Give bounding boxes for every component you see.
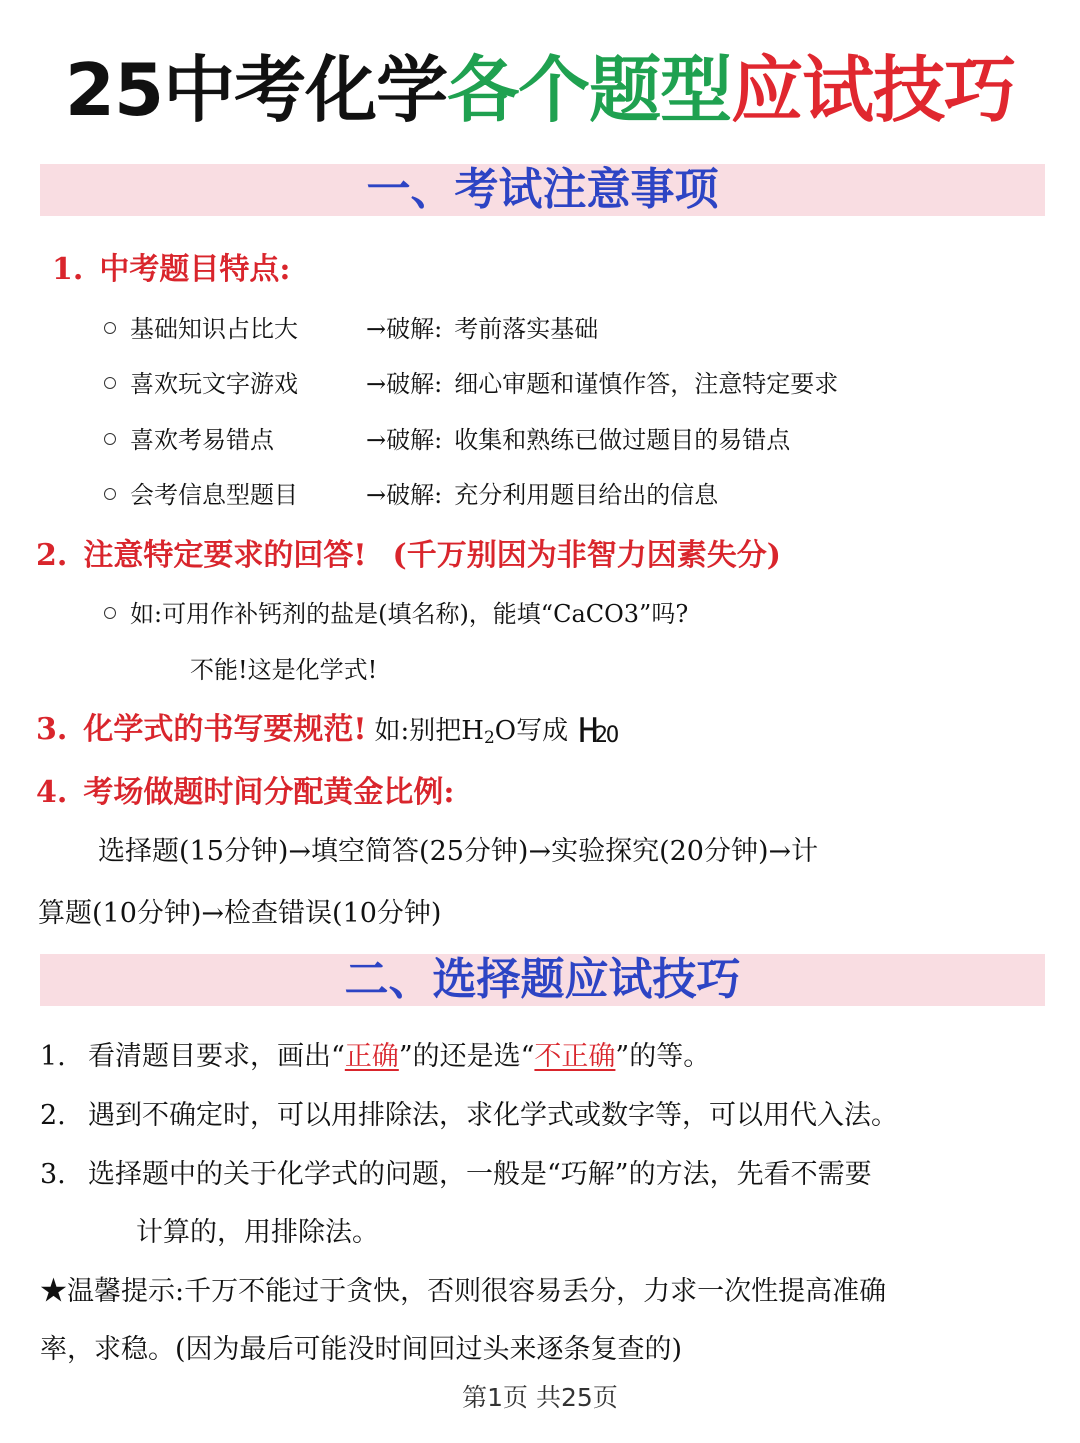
heading-1-text: 中考题目特点:: [99, 252, 291, 287]
heading-3: [36, 710, 617, 758]
choice-tip-3: [40, 1158, 872, 1192]
circle-bullet-icon: [104, 607, 116, 619]
heading-1-number: 1.: [52, 252, 84, 287]
formula-subscript: 2: [483, 728, 495, 748]
incorrect-underlined: 不正确: [534, 1041, 616, 1072]
feature-solution: 考前落实基础: [454, 315, 599, 343]
page-title: [0, 42, 1080, 138]
heading-4-text: 考场做题时间分配黄金比例:: [83, 775, 455, 810]
heading-1: [52, 250, 290, 290]
handwritten-formula: [578, 711, 617, 751]
heading-4: [36, 773, 454, 813]
choice-tip-1-post: ”的等。: [615, 1041, 711, 1072]
example-line: [104, 597, 688, 631]
feature-row: [104, 423, 790, 457]
feature-solution: 收集和熟练已做过题目的易错点: [454, 426, 791, 454]
correct-underlined: 正确: [344, 1041, 399, 1072]
circle-bullet-icon: [104, 322, 116, 334]
heading-2: [36, 536, 781, 576]
formula-prefix: 如:别把H: [374, 716, 484, 746]
feature-arrow: →破解:: [366, 426, 443, 454]
warm-tip-line-2: 率，求稳。(因为最后可能没时间回过头来逐条复查的): [40, 1334, 683, 1365]
title-part-1: 25中考化学: [64, 48, 448, 132]
example-question: 如:可用作补钙剂的盐是(填名称)，能填“CaCO3”吗?: [130, 600, 689, 628]
heading-2-number: 2.: [36, 538, 68, 573]
choice-tip-3-number: 3.: [40, 1159, 66, 1190]
circle-bullet-icon: [104, 488, 116, 500]
feature-label: 喜欢玩文字游戏: [130, 370, 298, 398]
example-answer: 不能!这是化学式!: [190, 656, 378, 684]
feature-arrow: →破解:: [366, 481, 443, 509]
choice-tip-1-pre: 看清题目要求，画出“: [88, 1041, 345, 1072]
choice-tip-2-text: 遇到不确定时，可以用排除法，求化学式或数字等，可以用代入法。: [88, 1100, 898, 1131]
choice-tip-1-number: 1.: [40, 1041, 66, 1072]
heading-3-text: 化学式的书写要规范!: [83, 712, 367, 747]
page-number: 第1页 共25页: [462, 1383, 618, 1412]
circle-bullet-icon: [104, 377, 116, 389]
choice-tip-1: [40, 1040, 710, 1074]
feature-arrow: →破解:: [366, 315, 443, 343]
heading-3-example: [374, 711, 618, 751]
choice-tip-3-continued: 计算的，用排除法。: [136, 1217, 379, 1248]
feature-arrow: →破解:: [366, 370, 443, 398]
feature-label: 会考信息型题目: [130, 481, 298, 509]
handwritten-2o: 2O: [594, 723, 618, 748]
feature-row: [104, 478, 718, 512]
choice-tip-3-text: 选择题中的关于化学式的问题，一般是“巧解”的方法，先看不需要: [88, 1159, 872, 1190]
feature-row: [104, 367, 838, 401]
heading-4-number: 4.: [36, 775, 68, 810]
choice-tip-2: [40, 1099, 898, 1133]
title-part-2: 各个题型: [447, 48, 732, 132]
warm-tip-line-1: ★温馨提示:千万不能过于贪快，否则很容易丢分，力求一次性提高准确: [40, 1276, 887, 1307]
title-part-3: 应试技巧: [731, 48, 1016, 132]
time-allocation-line-1: 选择题(15分钟)→填空简答(25分钟)→实验探究(20分钟)→计: [98, 836, 819, 867]
section-1-banner: 一、考试注意事项: [40, 164, 1045, 216]
feature-row: [104, 312, 598, 346]
time-allocation-line-2: 算题(10分钟)→检查错误(10分钟): [38, 898, 442, 929]
feature-label: 喜欢考易错点: [130, 426, 274, 454]
circle-bullet-icon: [104, 433, 116, 445]
feature-solution: 充分利用题目给出的信息: [454, 481, 719, 509]
heading-2-note: (千万别因为非智力因素失分): [392, 538, 781, 573]
feature-solution: 细心审题和谨慎作答，注意特定要求: [454, 370, 839, 398]
formula-suffix: O写成: [494, 716, 569, 746]
section-2-banner: 二、选择题应试技巧: [40, 954, 1045, 1006]
heading-3-number: 3.: [36, 712, 68, 747]
heading-2-text: 注意特定要求的回答!: [83, 538, 367, 573]
feature-label: 基础知识占比大: [130, 315, 298, 343]
choice-tip-2-number: 2.: [40, 1100, 66, 1131]
choice-tip-1-mid: ”的还是选“: [398, 1041, 535, 1072]
handwritten-h: H: [578, 711, 595, 751]
